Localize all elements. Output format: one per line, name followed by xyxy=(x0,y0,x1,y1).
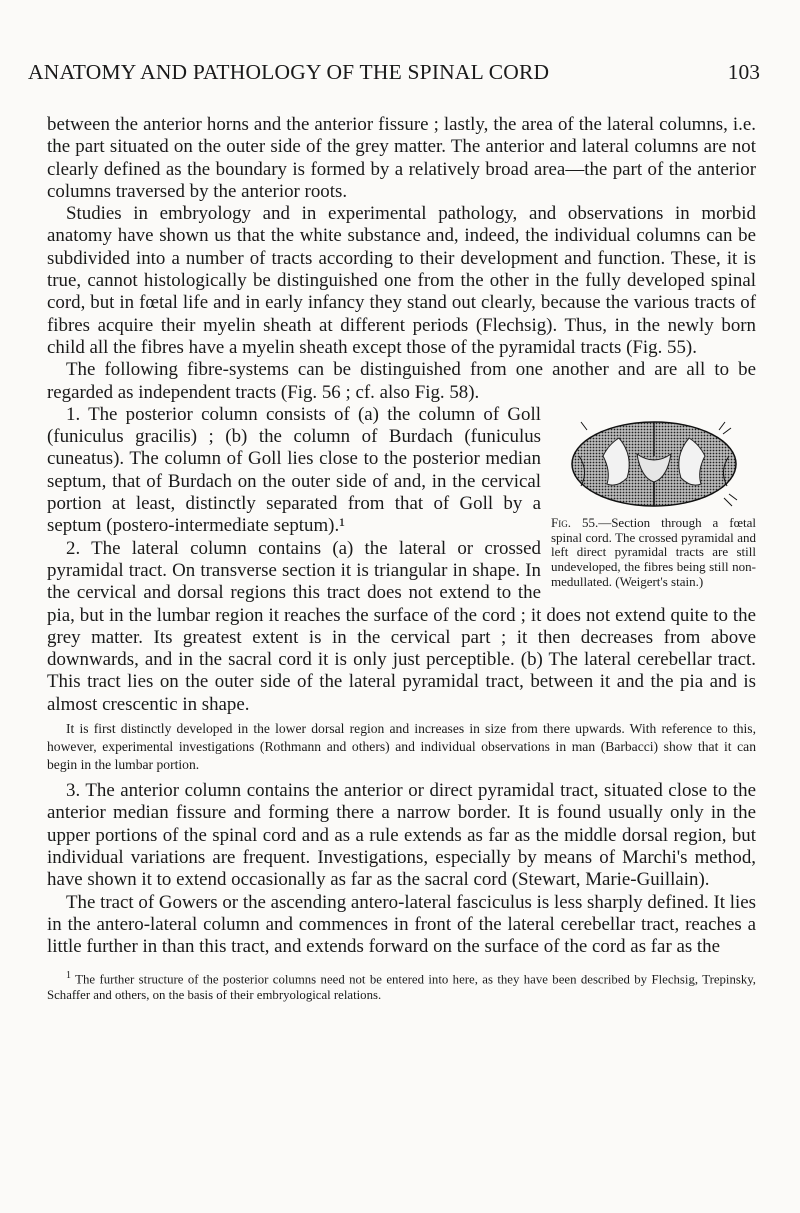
figure-label: Fig. 55. xyxy=(551,514,599,530)
page-number: 103 xyxy=(727,60,760,84)
footnote-text: The further structure of the posterior columns need not be entered into here, as they have been described by Flechsig, Trepinsky, Schaffer and others, on the basis of their embryological relations. xyxy=(47,972,757,1003)
figure-caption xyxy=(551,516,756,590)
running-header xyxy=(0,60,800,94)
paragraph-6: 3. The anterior column contains the anterior or direct pyramidal tract, situated close to the anterior median fissure and forming there a narrow border. It is found usually only in the upper portions of the spinal cord and as a rule extends as far as the middle dorsal region, but individual variations are frequent. Investigations, especially by means of Marchi's method, have shown it to extend occasionally as far as the sacral cord (Stewart, Marie-Guillain). xyxy=(47,780,756,891)
paragraph-2: Studies in embryology and in experimental pathology, and observations in morbid anatomy have shown us that the white substance and, indeed, the individual columns can be subdivided into a number of tracts according to their development and function. These, it is true, cannot histologically be distinguished one from the other in the fully developed spinal cord, but in fœtal life and in early infancy they stand out clearly, because the various tracts of fibres acquire their myelin sheath at different periods (Flechsig). Thus, in the newly born child all the fibres have a myelin sheath except those of the pyramidal tracts (Fig. 55). xyxy=(47,203,756,358)
spinal-cord-section-illustration xyxy=(559,416,749,514)
figure-caption-text: —Section through a fœtal spinal cord. The crossed pyramidal and left direct pyramidal tracts are still undeveloped, the fibres being still non-medullated. (Weigert's stain.) xyxy=(551,514,756,589)
paragraph-4: 1. The posterior column consists of (a) the column of Goll (funiculus gracilis) ; (b) the column of Burdach (funiculus cuneatus). The column of Goll lies close to the posterior median septum, that of Burdach on the outer side of and, in the cervical portion at least, distinctly separated from that of Goll by a septum (postero-intermediate septum).¹ xyxy=(47,403,541,537)
footnote-marker: 1 xyxy=(66,970,71,982)
figure-55 xyxy=(551,416,756,590)
paragraph-5: 2. The lateral column contains (a) the lateral or crossed pyramidal tract. On transverse section it is triangular in shape. In the cervical and dorsal regions this tract does not extend to the pia, but in the lumbar region it reaches the surface of the cord ; it does not extend quite to the grey matter. Its greatest extent is in the cervical part ; it then decreases from above downwards, and in the sacral cord it is only just perceptible. (b) The lateral cerebellar tract. This tract lies on the outer side of the lateral pyramidal tract, between it and the pia and is almost crescentic in shape. xyxy=(47,537,756,715)
paragraph-7: The tract of Gowers or the ascending antero-lateral fasciculus is less sharply defined. It lies in the antero-lateral column and commences in front of the lateral cerebellar tract, reaches a little further in than this tract, and extends forward on the surface of the cord as far as the xyxy=(47,891,756,958)
paragraph-3: The following fibre-systems can be distinguished from one another and are all to be regarded as independent tracts (Fig. 56 ; cf. also Fig. 58). xyxy=(47,359,756,403)
footnote xyxy=(47,968,756,1003)
running-title: ANATOMY AND PATHOLOGY OF THE SPINAL CORD xyxy=(28,60,550,84)
paragraph-1: between the anterior horns and the anterior fissure ; lastly, the area of the lateral columns, i.e. the part situated on the outer side of the grey matter. The anterior and lateral columns are not clearly defined as the boundary is formed by a relatively broad area—the part of the anterior columns traversed by the anterior roots. xyxy=(47,114,756,202)
paragraph-5-smallprint: It is first distinctly developed in the lower dorsal region and increases in size from there upwards. With reference to this, however, experimental investigations (Rothmann and others) and individual observations in man (Barbacci) show that it can begin in the lumbar portion. xyxy=(47,721,756,773)
page-body xyxy=(47,114,756,1004)
